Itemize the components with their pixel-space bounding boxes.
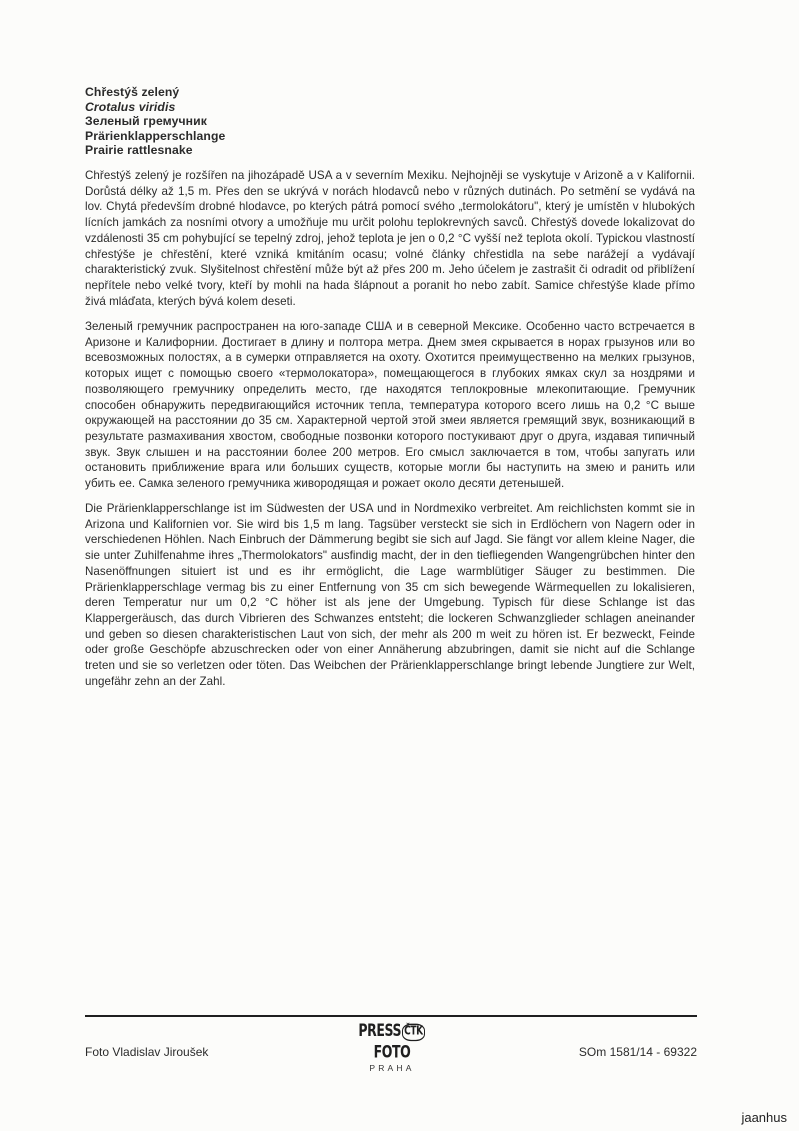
pressfoto-logo [344, 1019, 440, 1073]
title-english: Prairie rattlesnake [85, 143, 193, 158]
species-names [85, 85, 705, 158]
paragraph-german: Die Prärienklapperschlange ist im Südwesten der USA und in Nordmexiko verbreitet. Am reichlichsten kommt sie in Arizona und Kalifornien vor. Sie wird bis 1,5 m lang. Tagsüber versteckt sie sich in Erdlöchern von Nagern oder in verschiedenen Höhlen. Nach Einbruch der Dämmerung begibt sie sich auf Jagd. Sie fängt vor allem kleine Nager, die sie unter Zuhilfenahme ihres „Thermolokators" ausfindig macht, der in den tiefliegenden Wangengrübchen hinter den Nasenöffnungen situiert ist und es ihr ermöglicht, die Lage warmblütiger Säuger zu bestimmen. Die Prärienklapperschlage vermag bis zu einer Entfernung von 35 cm sich bewegende Wärmequellen zu lokalisieren, deren Temperatur nur um 0,2 °C höher ist als jene der Umgebung. Typisch für diese Schlange ist das Klappergeräusch, das durch Vibrieren des Schwanzes entsteht; die lockeren Schwanzglieder schlagen aneinander und geben so diesen charakteristischen Laut von sich, der mehr als 200 m weit zu hören ist. Er bezweckt, Feinde oder große Geschöpfe abzuschrecken oder von einer Annäherung abzubringen, damit sie nicht auf die Schlange treten und sie so verletzen oder töten. Das Weibchen der Prärienklapperschlange bringt lebende Jungtiere zur Welt, ungefähr zehn an der Zahl. [85, 502, 695, 688]
title-german: Prärienklapperschlange [85, 128, 226, 143]
paragraph-russian: Зеленый гремучник распространен на юго-западе США и в северной Мексике. Особенно часто встречается в Аризоне и Калифорнии. Достигает в длину и полтора метра. Днем змея скрывается в норах грызунов или во всевозможных полостях, а в сумерки отправляется на охоту. Охотится преимущественно на мелких грызунов, которых ищет с помощью своего «термолокатора», помещающегося в глубоких ямках скул за ноздрями и позволяющего гремучнику определить место, где находятся теплокровные млекопитающие. Гремучник способен обнаружить передвигающийся источник тепла, температура которого всего лишь на 0,2 °C выше окружающей на расстоянии до 35 см. Характерной чертой этой змеи является гремящий звук, возникающий в результате размахивания хвостом, свободные позвонки которого постукивают друг о друга, издавая типичный звук. Звук слышен и на расстоянии более 200 метров. Его смысл заключается в том, чтобы запугать или остановить приближение врага или больших существ, которые могли бы наступить на змею и ранить или убить ее. Самка зеленого гремучника живородящая и рожает около десяти детенышей. [85, 320, 695, 491]
logo-ctk-oval: ČTK [402, 1024, 425, 1042]
pressfoto-logo-mark [344, 1020, 440, 1062]
catalog-code: SOm 1581/14 - 69322 [578, 1045, 697, 1059]
title-czech: Chřestýš zelený [85, 85, 180, 99]
title-latin: Crotalus viridis [85, 99, 176, 114]
paragraph-czech: Chřestýš zelený je rozšířen na jihozápadě USA a v severním Mexiku. Nejhojněji se vyskytuje v Arizoně a v Kalifornii. Dorůstá délky až 1,5 m. Přes den se ukrývá v norách hlodavců nebo v různých dutinách. Po setmění se vydává na lov. Chytá především drobné hlodavce, po kterých pátrá pomocí svého „termolokátoru", který je umístěn v hlubokých lícních jamkách za nosními otvory a umožňuje mu určit polohu teplokrevných savců. Chřestýš dovede lokalizovat do vzdálenosti 35 cm pohybující se tepelný zdroj, jehož teplota je jen o 0,2 °C vyšší než teplota okolí. Typickou vlastností chřestýše je chřestění, které vzniká kmitáním ocasu; volné články chřestidla na sebe narážejí a vydávají charakteristický zvuk. Slyšitelnost chřestění může být až přes 200 m. Jeho účelem je zastrašit či odradit od přiblížení nepřítele nebo velké tvory, kteří by mohli na hada šlápnout a poranit ho nebo zabít. Samice chřestýše klade přímo živá mláďata, kterých bývá kolem deseti. [85, 169, 695, 308]
footer-divider [85, 1015, 697, 1017]
logo-word-press: PRESS [358, 1019, 402, 1040]
logo-city: PRAHA [369, 1063, 415, 1073]
title-russian: Зеленый гремучник [85, 114, 207, 129]
logo-word-foto: FOTO [373, 1041, 411, 1062]
watermark: jaanhus [741, 1110, 787, 1125]
photo-credit: Foto Vladislav Jiroušek [85, 1045, 209, 1059]
